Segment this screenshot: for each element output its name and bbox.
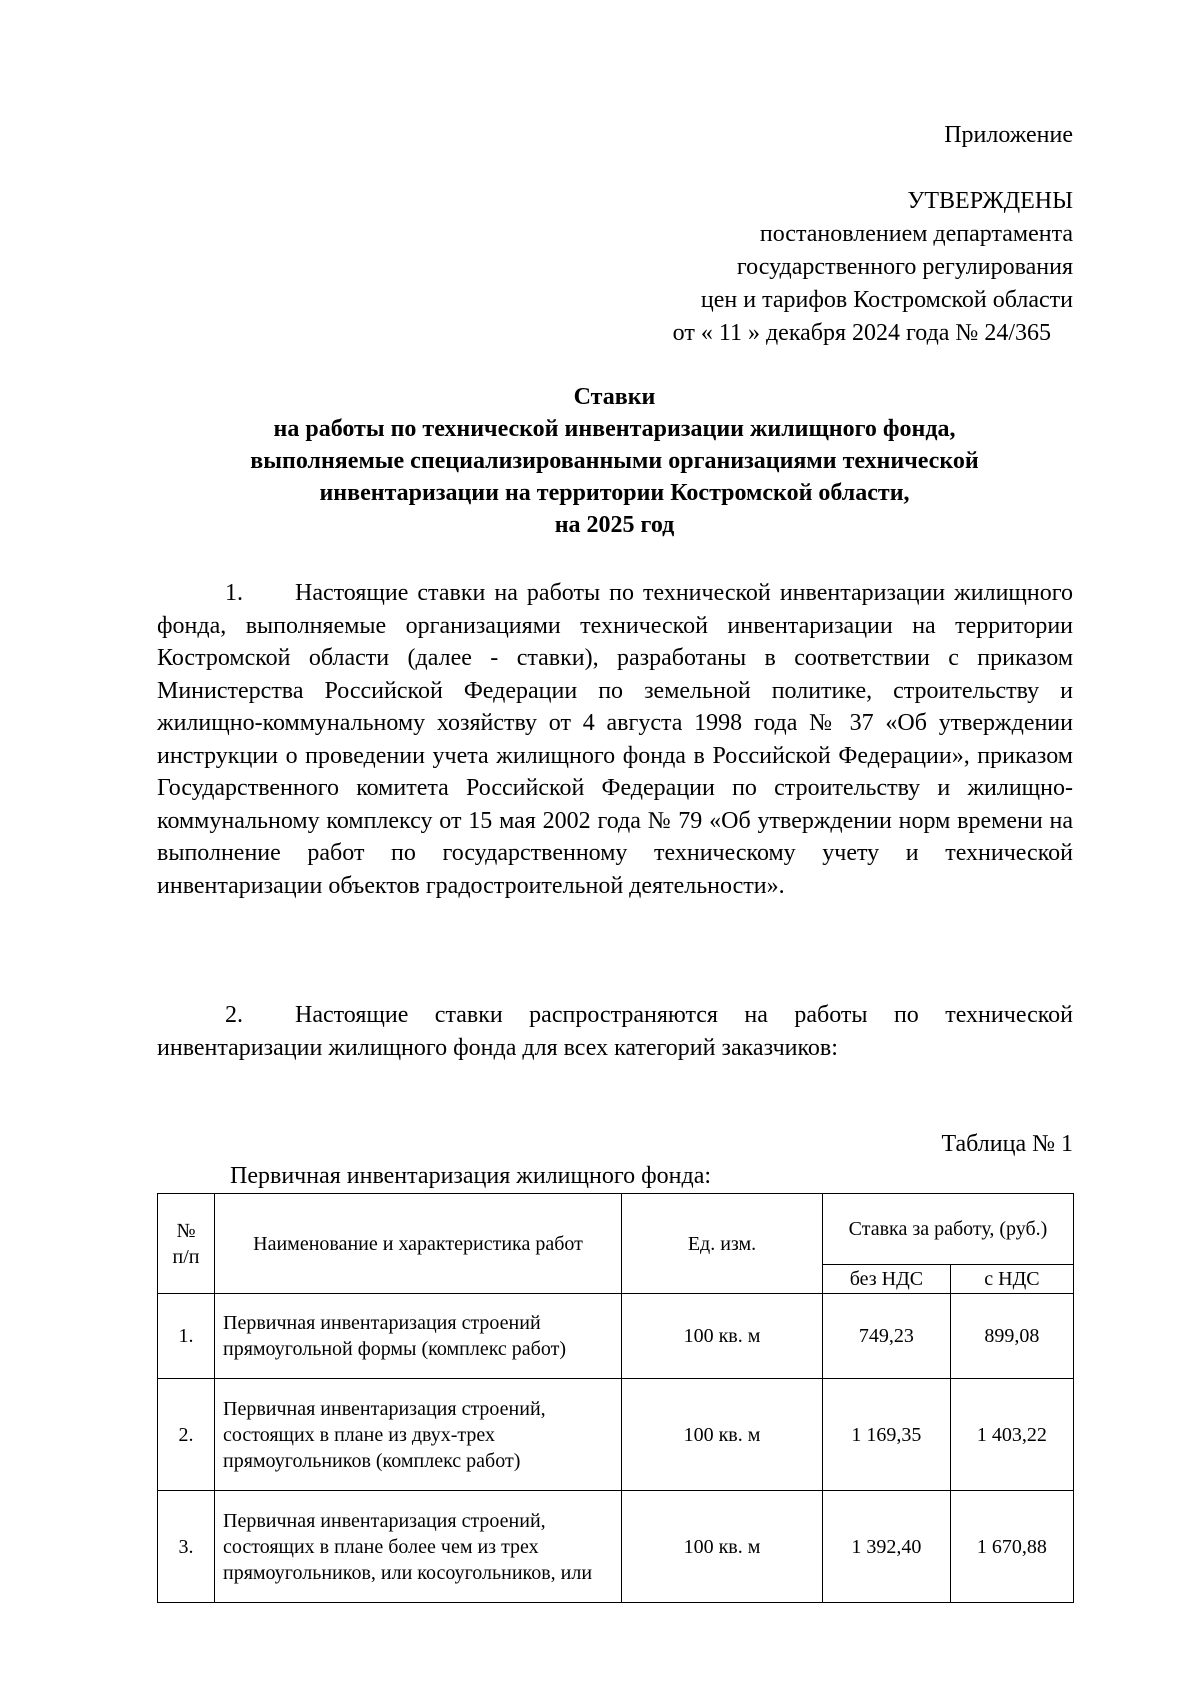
rates-table <box>157 1193 1074 1603</box>
header-name: Наименование и характеристика работ <box>215 1194 622 1294</box>
header-with-vat: с НДС <box>950 1265 1073 1294</box>
approved-label: УТВЕРЖДЕНЫ <box>907 188 1073 214</box>
row-name: Первичная инвентаризация строений, состоящих в плане из двух-трех прямоугольников (комплекс работ) <box>215 1379 622 1491</box>
title-line-5: на 2025 год <box>554 512 675 538</box>
table-caption: Первичная инвентаризация жилищного фонда: <box>230 1163 712 1189</box>
table-label: Таблица № 1 <box>941 1131 1073 1157</box>
table-row <box>158 1491 1074 1603</box>
row-name: Первичная инвентаризация строений, состоящих в плане более чем из трех прямоугольников, или косоугольников, или <box>215 1491 622 1603</box>
header-rate: Ставка за работу, (руб.) <box>823 1194 1074 1265</box>
paragraph-2 <box>157 999 1073 1064</box>
paragraph-2-text: Настоящие ставки распространяются на работы по технической инвентаризации жилищного фонда для всех категорий заказчиков: <box>157 1002 1073 1061</box>
row-num: 3. <box>158 1491 215 1603</box>
paragraph-1-number: 1. <box>225 580 243 606</box>
row-without-vat: 749,23 <box>823 1294 951 1379</box>
paragraph-2-number: 2. <box>225 1002 243 1028</box>
row-num: 2. <box>158 1379 215 1491</box>
row-with-vat: 1 670,88 <box>950 1491 1073 1603</box>
table-row <box>158 1294 1074 1379</box>
paragraph-1-text: Настоящие ставки на работы по технической инвентаризации жилищного фонда, выполняемые организациями технической инвентаризации на территории Костромской области (далее - ставки), разработаны в соответствии с приказом Министерства Российской Федерации по земельной политике, строительству и жилищно-коммунальному хозяйству от 4 августа 1998 года № 37 «Об утверждении инструкции о проведении учета жилищного фонда в Российской Федерации», приказом Государственного комитета Российской Федерации по строительству и жилищно-коммунальному комплексу от 15 мая 2002 года № 79 «Об утверждении норм времени на выполнение работ по государственному техническому учету и технической инвентаризации объектов градостроительной деятельности». <box>157 580 1073 899</box>
table-row <box>158 1379 1074 1491</box>
title-line-3: выполняемые специализированными организациями технической <box>250 448 979 474</box>
row-unit: 100 кв. м <box>622 1379 823 1491</box>
row-without-vat: 1 392,40 <box>823 1491 951 1603</box>
decree-line-3: цен и тарифов Костромской области <box>700 287 1073 313</box>
decree-line-2: государственного регулирования <box>736 254 1073 280</box>
row-with-vat: 1 403,22 <box>950 1379 1073 1491</box>
header-without-vat: без НДС <box>823 1265 951 1294</box>
decree-date: от « 11 » декабря 2024 года № 24/365 <box>672 320 1051 346</box>
table-header-row <box>158 1194 1074 1265</box>
title-line-1: Ставки <box>573 384 656 410</box>
paragraph-1 <box>157 577 1073 902</box>
title-line-2: на работы по технической инвентаризации жилищного фонда, <box>273 416 956 442</box>
row-without-vat: 1 169,35 <box>823 1379 951 1491</box>
title-line-4: инвентаризации на территории Костромской области, <box>319 480 910 506</box>
row-num: 1. <box>158 1294 215 1379</box>
row-unit: 100 кв. м <box>622 1491 823 1603</box>
document-title <box>157 381 1072 541</box>
appendix-label: Приложение <box>944 122 1073 148</box>
row-name: Первичная инвентаризация строений прямоугольной формы (комплекс работ) <box>215 1294 622 1379</box>
approval-block <box>673 185 1073 350</box>
row-unit: 100 кв. м <box>622 1294 823 1379</box>
header-num: № п/п <box>158 1194 215 1294</box>
decree-line-1: постановлением департамента <box>759 221 1073 247</box>
row-with-vat: 899,08 <box>950 1294 1073 1379</box>
header-unit: Ед. изм. <box>622 1194 823 1294</box>
